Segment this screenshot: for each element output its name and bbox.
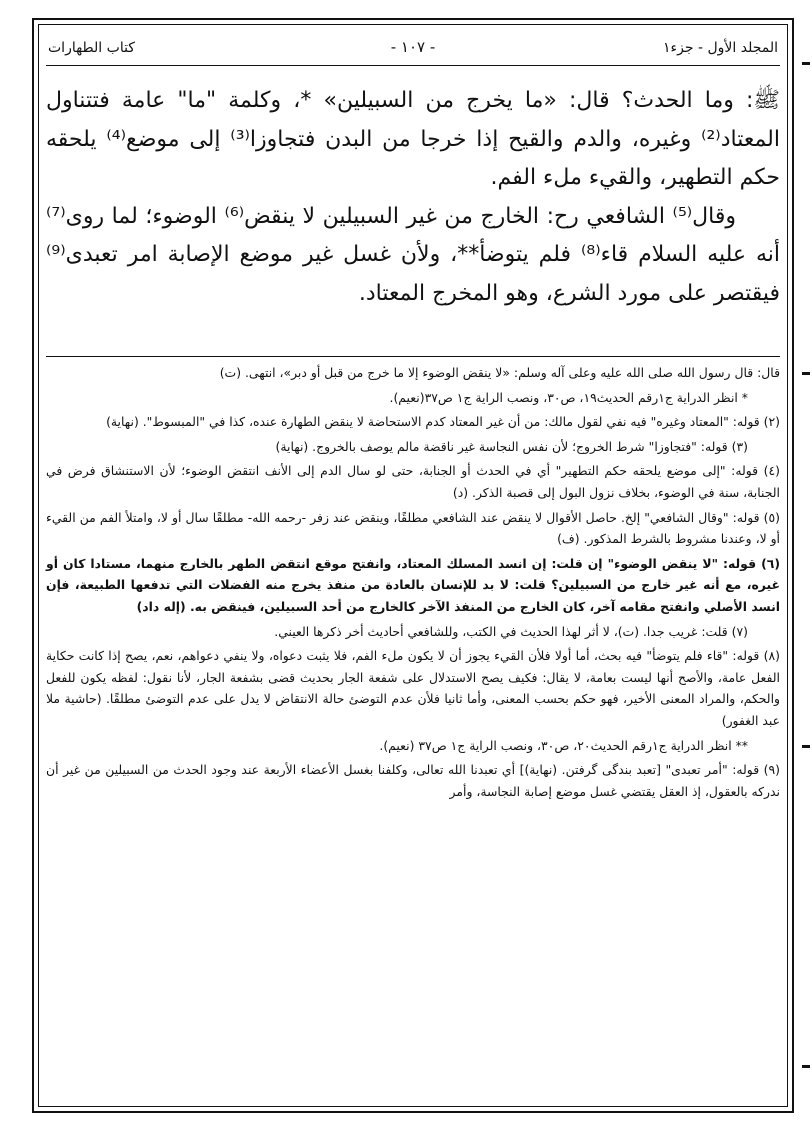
footnote: ** انظر الدراية ج١رقم الحديث٢٠، ص٣٠، ونصب الراية ج١ ص٣٧ (نعيم).: [379, 737, 748, 753]
footnote: (٨) قوله: "قاء فلم يتوضأ" فيه بحث، أما أولا فلأن القيء يجوز أن لا يكون ملء الفم، فلا يثبت دعواه، ولا ينفي دعواهم، نعم، يصح إذا كانت حكاية الفعل عامة، والأصح أنها ليست بعامة، لا يقال: فكيف يصح الاستدلال على شفعة الجار بحديث قضى بشفعة الجار، لأنا نقول: لفظه يكون للفعل والحكم، والمراد المعنى الأخير، فهو حكم بحسب المعنى، وأما ثانيا فلأن عدم التوضئ حالة الانتقاض لا يدل على عدم التوضئ مطلقًا. (حاشية ملا عبد الغفور): [46, 648, 780, 728]
scan-mark: [802, 1065, 810, 1068]
book-title: كتاب الطهارات: [48, 40, 135, 56]
main-text: [46, 82, 780, 313]
page-header: [48, 36, 778, 62]
footnotes: [46, 362, 780, 805]
footnote: (٦) قوله: "لا ينقض الوضوء" إن قلت: إن انسد المسلك المعتاد، وانفتح موقع انتقض الطهر بالخارج منهما، مستادا كان أو غيره، مع أنه غير خارج من السبيلين؟ قلت: لا بد للإنسان بالعادة من منفذ يخرج منه الفضلات التي تدفعها الطبيعة، فإن انسد الأصلي وانفتح مقامه آخر، كان الخارج من المنفذ الآخر كالخارج من أحد السبيلين، فينقض به. (إله داد): [46, 555, 780, 614]
scan-mark: [802, 62, 810, 65]
footnote: قال: قال رسول الله صلى الله عليه وعلى آله وسلم: «لا ينقض الوضوء إلا ما خرج من قبل أو دبر»، انتهى. (ت): [219, 365, 780, 380]
footnote: (٧) قلت: غريب جدا. (ت)، لا أثر لهذا الحديث في الكتب، وللشافعي أحاديث أخر ذكرها العيني.: [274, 623, 748, 639]
footnote: (٩) قوله: "أمر تعبدى" [تعبد بندگى گرفتن. (نهاية)] أي تعبدنا الله تعالى، وكلفنا بغسل الأعضاء الأربعة عند وجود الحدث من السبيلين من غير أن ندركه بالعقول، إذ العقل يقتضي غسل موضع إصابة النجاسة، وأمر: [46, 762, 780, 799]
footnote: (٢) قوله: "المعتاد وغيره" فيه نفي لقول مالك: من أن غير المعتاد كدم الاستحاضة لا ينقض الطهارة عنده، كذا في "المبسوط". (نهاية): [106, 414, 780, 430]
main-paragraph: ﷺ: وما الحدث؟ قال: «ما يخرج من السبيلين» *، وكلمة "ما" عامة فتتناول المعتاد⁽²⁾ وغيره، والدم والقيح إذا خرجا من البدن فتجاوزا⁽³⁾ إلى موضع⁽⁴⁾ يلحقه حكم التطهير، والقيء ملء الفم.: [46, 88, 780, 190]
footnote: (٣) قوله: "فتجاوزا" شرط الخروج؛ لأن نفس النجاسة غير ناقضة مالم يوصف بالخروج. (نهاية): [275, 438, 748, 454]
header-rule: [46, 65, 780, 66]
main-paragraph: وقال⁽⁵⁾ الشافعي رح: الخارج من غير السبيلين لا ينقض⁽⁶⁾ الوضوء؛ لما روى⁽⁷⁾ أنه عليه السلام قاء⁽⁸⁾ فلم يتوضأ**، ولأن غسل غير موضع الإصابة امر تعبدى⁽⁹⁾ فيقتصر على مورد الشرع، وهو المخرج المعتاد.: [46, 203, 780, 306]
scan-mark: [802, 372, 810, 375]
footnote-divider: [46, 356, 780, 357]
footnote: (٤) قوله: "إلى موضع يلحقه حكم التطهير" أي في الحدث أو الجنابة، حتى لو سال الدم إلى الأنف انتقض الوضوء؛ لأن الاستنشاق فرض في الجنابة، سنة في الوضوء، بخلاف نزول البول إلى قصبة الذكر. (د): [46, 463, 780, 500]
volume-info: المجلد الأول - جزء١: [663, 40, 778, 56]
footnote: * انظر الدراية ج١رقم الحديث١٩، ص٣٠، ونصب الراية ج١ ص٣٧(نعيم).: [389, 389, 748, 405]
page-number: - ١٠٧ -: [390, 38, 436, 56]
scan-mark: [802, 745, 810, 748]
footnote: (٥) قوله: "وقال الشافعي" إلخ. حاصل الأقوال لا ينقض عند الشافعي مطلقًا، وينقض عند زفر -رحمه الله- مطلقًا سال أو لا، وامتلأ الفم من القيء أو لا، وعندنا مشروط بالشرط المذكور. (ف): [46, 509, 780, 547]
